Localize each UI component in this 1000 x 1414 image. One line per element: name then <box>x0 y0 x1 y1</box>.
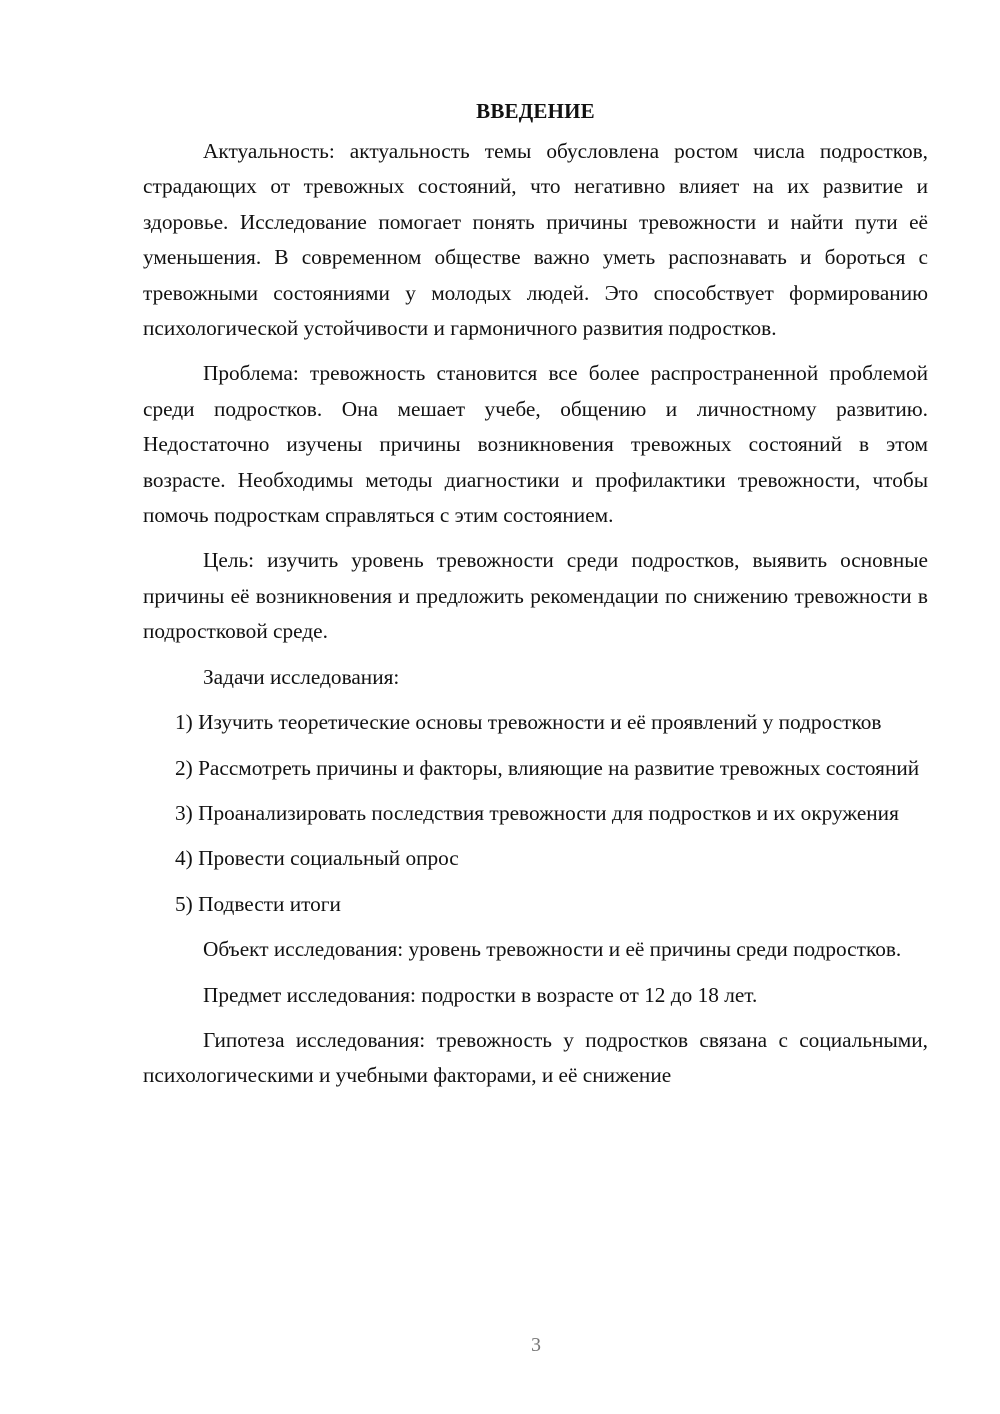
task-item: 2) Рассмотреть причины и факторы, влияющие на развитие тревожных состояний <box>175 755 920 780</box>
paragraph-relevance: Актуальность: актуальность темы обусловлена ростом числа подростков, страдающих от тревожных состояний, что негативно влияет на их развитие и здоровье. Исследование помогает понять причины тревожности и найти пути её уменьшения. В современном обществе важно уметь распознавать и бороться с тревожными состояниями у молодых людей. Это способствует формированию психологической устойчивости и гармоничного развития подростков. <box>143 139 928 341</box>
page-title: ВВЕДЕНИЕ <box>476 99 595 123</box>
task-item: 3) Проанализировать последствия тревожности для подростков и их окружения <box>175 800 899 825</box>
paragraph-subject: Предмет исследования: подростки в возрасте от 12 до 18 лет. <box>203 982 758 1007</box>
page-number: 3 <box>531 1334 541 1356</box>
tasks-heading: Задачи исследования: <box>203 664 400 689</box>
paragraph-object: Объект исследования: уровень тревожности и её причины среди подростков. <box>203 937 902 962</box>
task-item: 1) Изучить теоретические основы тревожности и её проявлений у подростков <box>175 710 882 735</box>
task-item: 4) Провести социальный опрос <box>175 846 459 871</box>
document-body <box>143 96 928 1104</box>
paragraph-goal: Цель: изучить уровень тревожности среди подростков, выявить основные причины её возникновения и предложить рекомендации по снижению тревожности в подростковой среде. <box>143 548 928 644</box>
paragraph-hypothesis: Гипотеза исследования: тревожность у подростков связана с социальными, психологическими и учебными факторами, и её снижение <box>143 1027 928 1088</box>
task-item: 5) Подвести итоги <box>175 891 341 916</box>
paragraph-problem: Проблема: тревожность становится все более распространенной проблемой среди подростков. Она мешает учебе, общению и личностному развитию. Недостаточно изучены причины возникновения тревожных состояний в этом возрасте. Необходимы методы диагностики и профилактики тревожности, чтобы помочь подросткам справляться с этим состоянием. <box>143 361 928 528</box>
